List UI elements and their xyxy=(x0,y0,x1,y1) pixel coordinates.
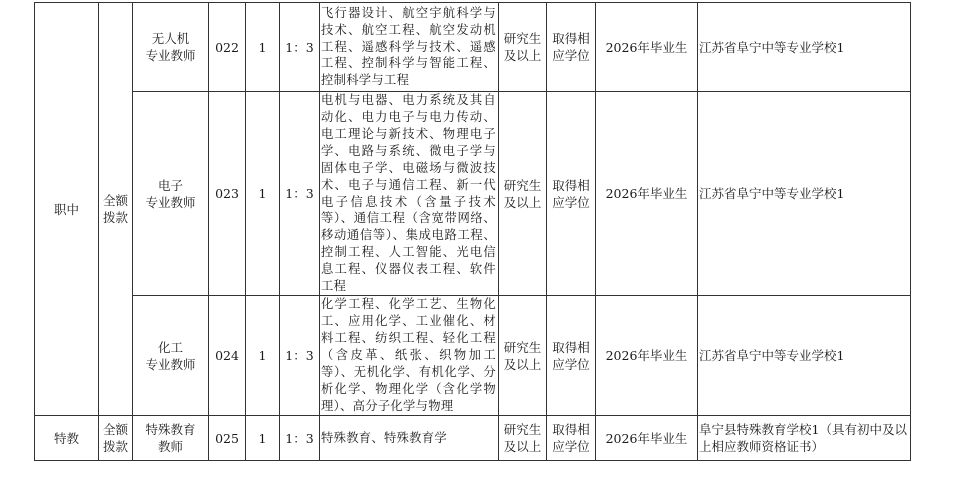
ratio-cell: 1：3 xyxy=(280,92,320,296)
count-cell: 1 xyxy=(246,416,280,461)
position-cell: 电子 专业教师 xyxy=(133,92,209,296)
degree-cell: 取得相 应学位 xyxy=(547,3,596,92)
degree-cell: 取得相 应学位 xyxy=(547,416,596,461)
category-cell: 职中 xyxy=(35,3,99,416)
ratio-cell: 1：3 xyxy=(280,416,320,461)
major-cell: 化学工程、化学工艺、生物化工、应用化学、工业催化、材料工程、纺织工程、轻化工程（含皮革、纸张、织物加工等）、无机化学、有机化学、分析化学、物理化学（含化学物理）、高分子化学与物理 xyxy=(320,296,499,416)
funding-cell: 全额 拨款 xyxy=(99,3,133,416)
education-cell: 研究生 及以上 xyxy=(499,3,547,92)
unit-cell: 江苏省阜宁中等专业学校1 xyxy=(698,3,911,92)
table-row xyxy=(35,92,911,296)
major-cell: 电机与电器、电力系统及其自动化、电力电子与电力传动、电工理论与新技术、物理电子学、电路与系统、微电子学与固体电子学、电磁场与微波技术、电子与通信工程、新一代电子信息技术（含量子技术等）、通信工程（含宽带网络、移动通信等）、集成电路工程、控制工程、人工智能、光电信息工程、仪器仪表工程、软件工程 xyxy=(320,92,499,296)
grad-year-cell: 2026年毕业生 xyxy=(596,3,698,92)
unit-cell: 江苏省阜宁中等专业学校1 xyxy=(698,92,911,296)
count-cell: 1 xyxy=(246,92,280,296)
ratio-cell: 1：3 xyxy=(280,3,320,92)
position-cell: 特殊教育 教师 xyxy=(133,416,209,461)
table-row xyxy=(35,3,911,92)
recruitment-table xyxy=(34,2,911,461)
position-cell: 化工 专业教师 xyxy=(133,296,209,416)
major-cell: 飞行器设计、航空宇航科学与技术、航空工程、航空发动机工程、遥感科学与技术、遥感工程、控制科学与智能工程、控制科学与工程 xyxy=(320,3,499,92)
code-cell: 025 xyxy=(209,416,246,461)
position-cell: 无人机 专业教师 xyxy=(133,3,209,92)
grad-year-cell: 2026年毕业生 xyxy=(596,92,698,296)
major-cell: 特殊教育、特殊教育学 xyxy=(320,416,499,461)
degree-cell: 取得相 应学位 xyxy=(547,92,596,296)
grad-year-cell: 2026年毕业生 xyxy=(596,296,698,416)
code-cell: 023 xyxy=(209,92,246,296)
ratio-cell: 1：3 xyxy=(280,296,320,416)
table-row xyxy=(35,416,911,461)
education-cell: 研究生 及以上 xyxy=(499,92,547,296)
unit-cell: 阜宁县特殊教育学校1（具有初中及以上相应教师资格证书） xyxy=(698,416,911,461)
category-cell: 特教 xyxy=(35,416,99,461)
count-cell: 1 xyxy=(246,3,280,92)
count-cell: 1 xyxy=(246,296,280,416)
unit-cell: 江苏省阜宁中等专业学校1 xyxy=(698,296,911,416)
grad-year-cell: 2026年毕业生 xyxy=(596,416,698,461)
education-cell: 研究生 及以上 xyxy=(499,416,547,461)
code-cell: 024 xyxy=(209,296,246,416)
funding-cell: 全额 拨款 xyxy=(99,416,133,461)
table-row xyxy=(35,296,911,416)
code-cell: 022 xyxy=(209,3,246,92)
degree-cell: 取得相 应学位 xyxy=(547,296,596,416)
education-cell: 研究生 及以上 xyxy=(499,296,547,416)
